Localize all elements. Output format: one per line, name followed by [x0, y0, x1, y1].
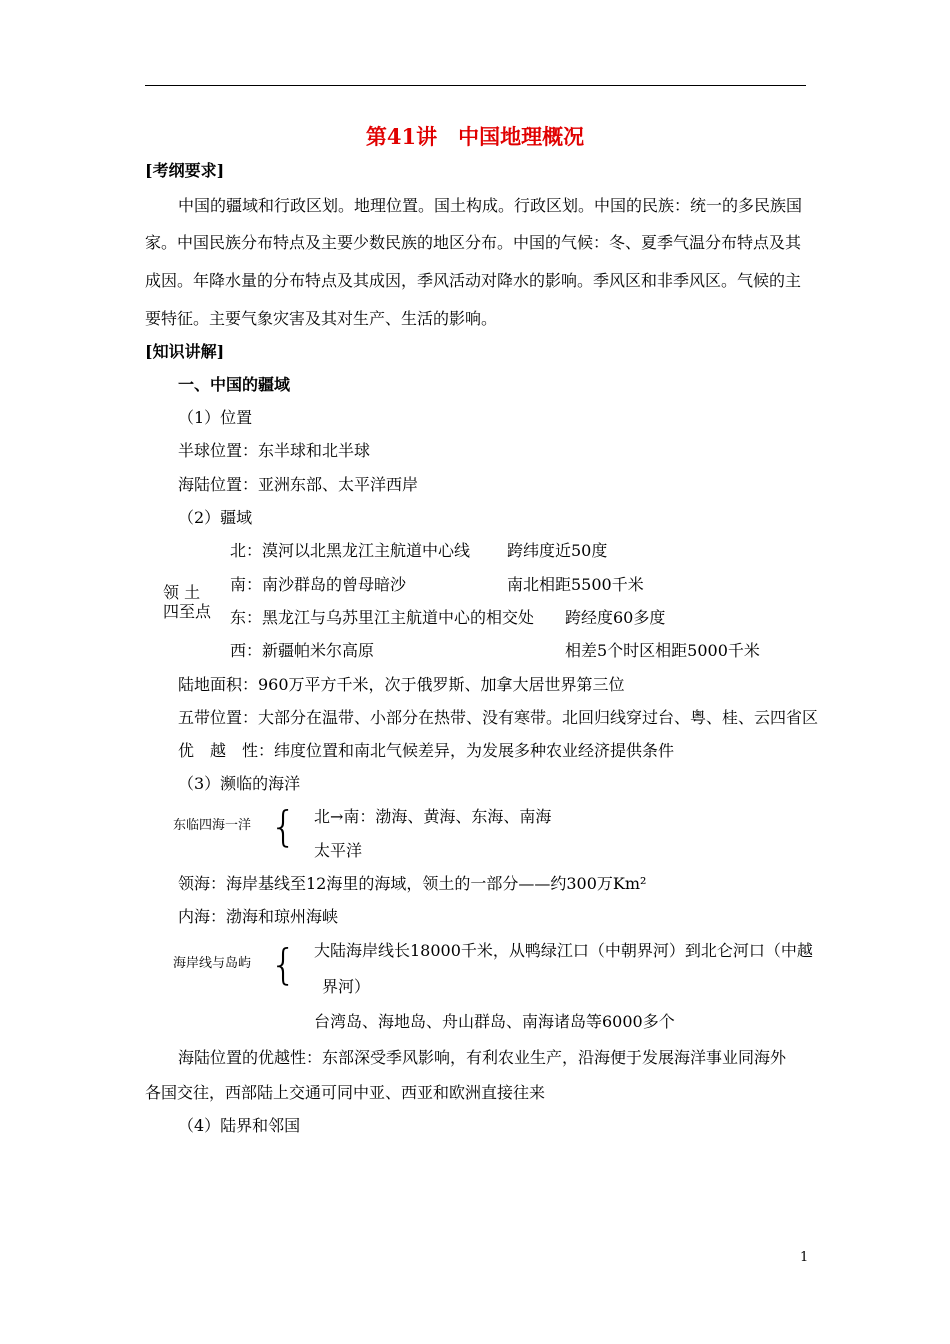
subheading-location: （1）位置 — [178, 408, 253, 427]
climate-zones: 五带位置：大部分在温带、小部分在热带、没有寒带。北回归线穿过台、粤、桂、云四省区 — [178, 708, 819, 727]
inland-sea: 内海：渤海和琼州海峡 — [178, 907, 339, 926]
subheading-seas: （3）濒临的海洋 — [178, 774, 301, 793]
extreme-west-note: 相差5个时区相距5000千米 — [565, 641, 760, 660]
page-number: 1 — [800, 1250, 809, 1265]
section-zhishi: [知识讲解] — [145, 342, 225, 361]
sealand-advantage-2: 各国交往，西部陆上交通可同中亚、西亚和欧洲直接往来 — [145, 1083, 546, 1102]
header-rule — [145, 85, 806, 86]
extreme-south: 南：南沙群岛的曾母暗沙 — [230, 575, 407, 594]
extremes-label-line2: 四至点 — [163, 602, 212, 621]
sea-land-position: 海陆位置：亚洲东部、太平洋西岸 — [178, 475, 419, 494]
extreme-south-note: 南北相距5500千米 — [507, 575, 644, 594]
subheading-borders: （4）陆界和邻国 — [178, 1116, 301, 1135]
left-brace-icon: { — [270, 940, 297, 989]
extreme-north-note: 跨纬度近50度 — [507, 541, 608, 560]
latitude-advantage: 优 越 性：纬度位置和南北气候差异，为发展多种农业经济提供条件 — [178, 741, 675, 760]
seas-label: 东临四海一洋 — [173, 818, 252, 833]
land-area: 陆地面积：960万平方千米，次于俄罗斯、加拿大居世界第三位 — [178, 675, 625, 694]
kaogang-line-2: 家。中国民族分布特点及主要少数民族的地区分布。中国的气候：冬、夏季气温分布特点及其 — [145, 233, 802, 252]
extreme-west: 西：新疆帕米尔高原 — [230, 641, 375, 660]
coast-label: 海岸线与岛屿 — [173, 956, 252, 971]
extremes-label-line1: 领 土 — [163, 583, 201, 602]
coast-line-1b: 界河） — [322, 977, 371, 996]
territorial-sea: 领海：海岸基线至12海里的海域，领土的一部分——约300万Km² — [178, 874, 647, 893]
left-brace-icon: { — [270, 802, 297, 851]
sealand-advantage-1: 海陆位置的优越性：东部深受季风影响，有利农业生产，沿海便于发展海洋事业同海外 — [178, 1048, 787, 1067]
extreme-north: 北：漠河以北黑龙江主航道中心线 — [230, 541, 471, 560]
section-kaogang: [考纲要求] — [145, 161, 225, 180]
kaogang-line-4: 要特征。主要气象灾害及其对生产、生活的影响。 — [145, 309, 498, 328]
coast-line-2: 台湾岛、海地岛、舟山群岛、南海诸岛等6000多个 — [314, 1012, 675, 1031]
seas-line-1: 北→南：渤海、黄海、东海、南海 — [314, 807, 552, 826]
kaogang-line-1: 中国的疆域和行政区划。地理位置。国土构成。行政区划。中国的民族：统一的多民族国 — [178, 196, 803, 215]
hemisphere-position: 半球位置：东半球和北半球 — [178, 441, 371, 460]
kaogang-line-3: 成因。年降水量的分布特点及其成因，季风活动对降水的影响。季风区和非季风区。气候的主 — [145, 271, 802, 290]
seas-line-2: 太平洋 — [314, 841, 363, 860]
heading-territory: 一、中国的疆域 — [178, 375, 291, 394]
coast-line-1: 大陆海岸线长18000千米，从鸭绿江口（中朝界河）到北仑河口（中越 — [314, 941, 813, 960]
subheading-territory: （2）疆域 — [178, 508, 253, 527]
page-title: 第41讲 中国地理概况 — [365, 124, 585, 149]
extreme-east: 东：黑龙江与乌苏里江主航道中心的相交处 — [230, 608, 535, 627]
extreme-east-note: 跨经度60多度 — [565, 608, 666, 627]
